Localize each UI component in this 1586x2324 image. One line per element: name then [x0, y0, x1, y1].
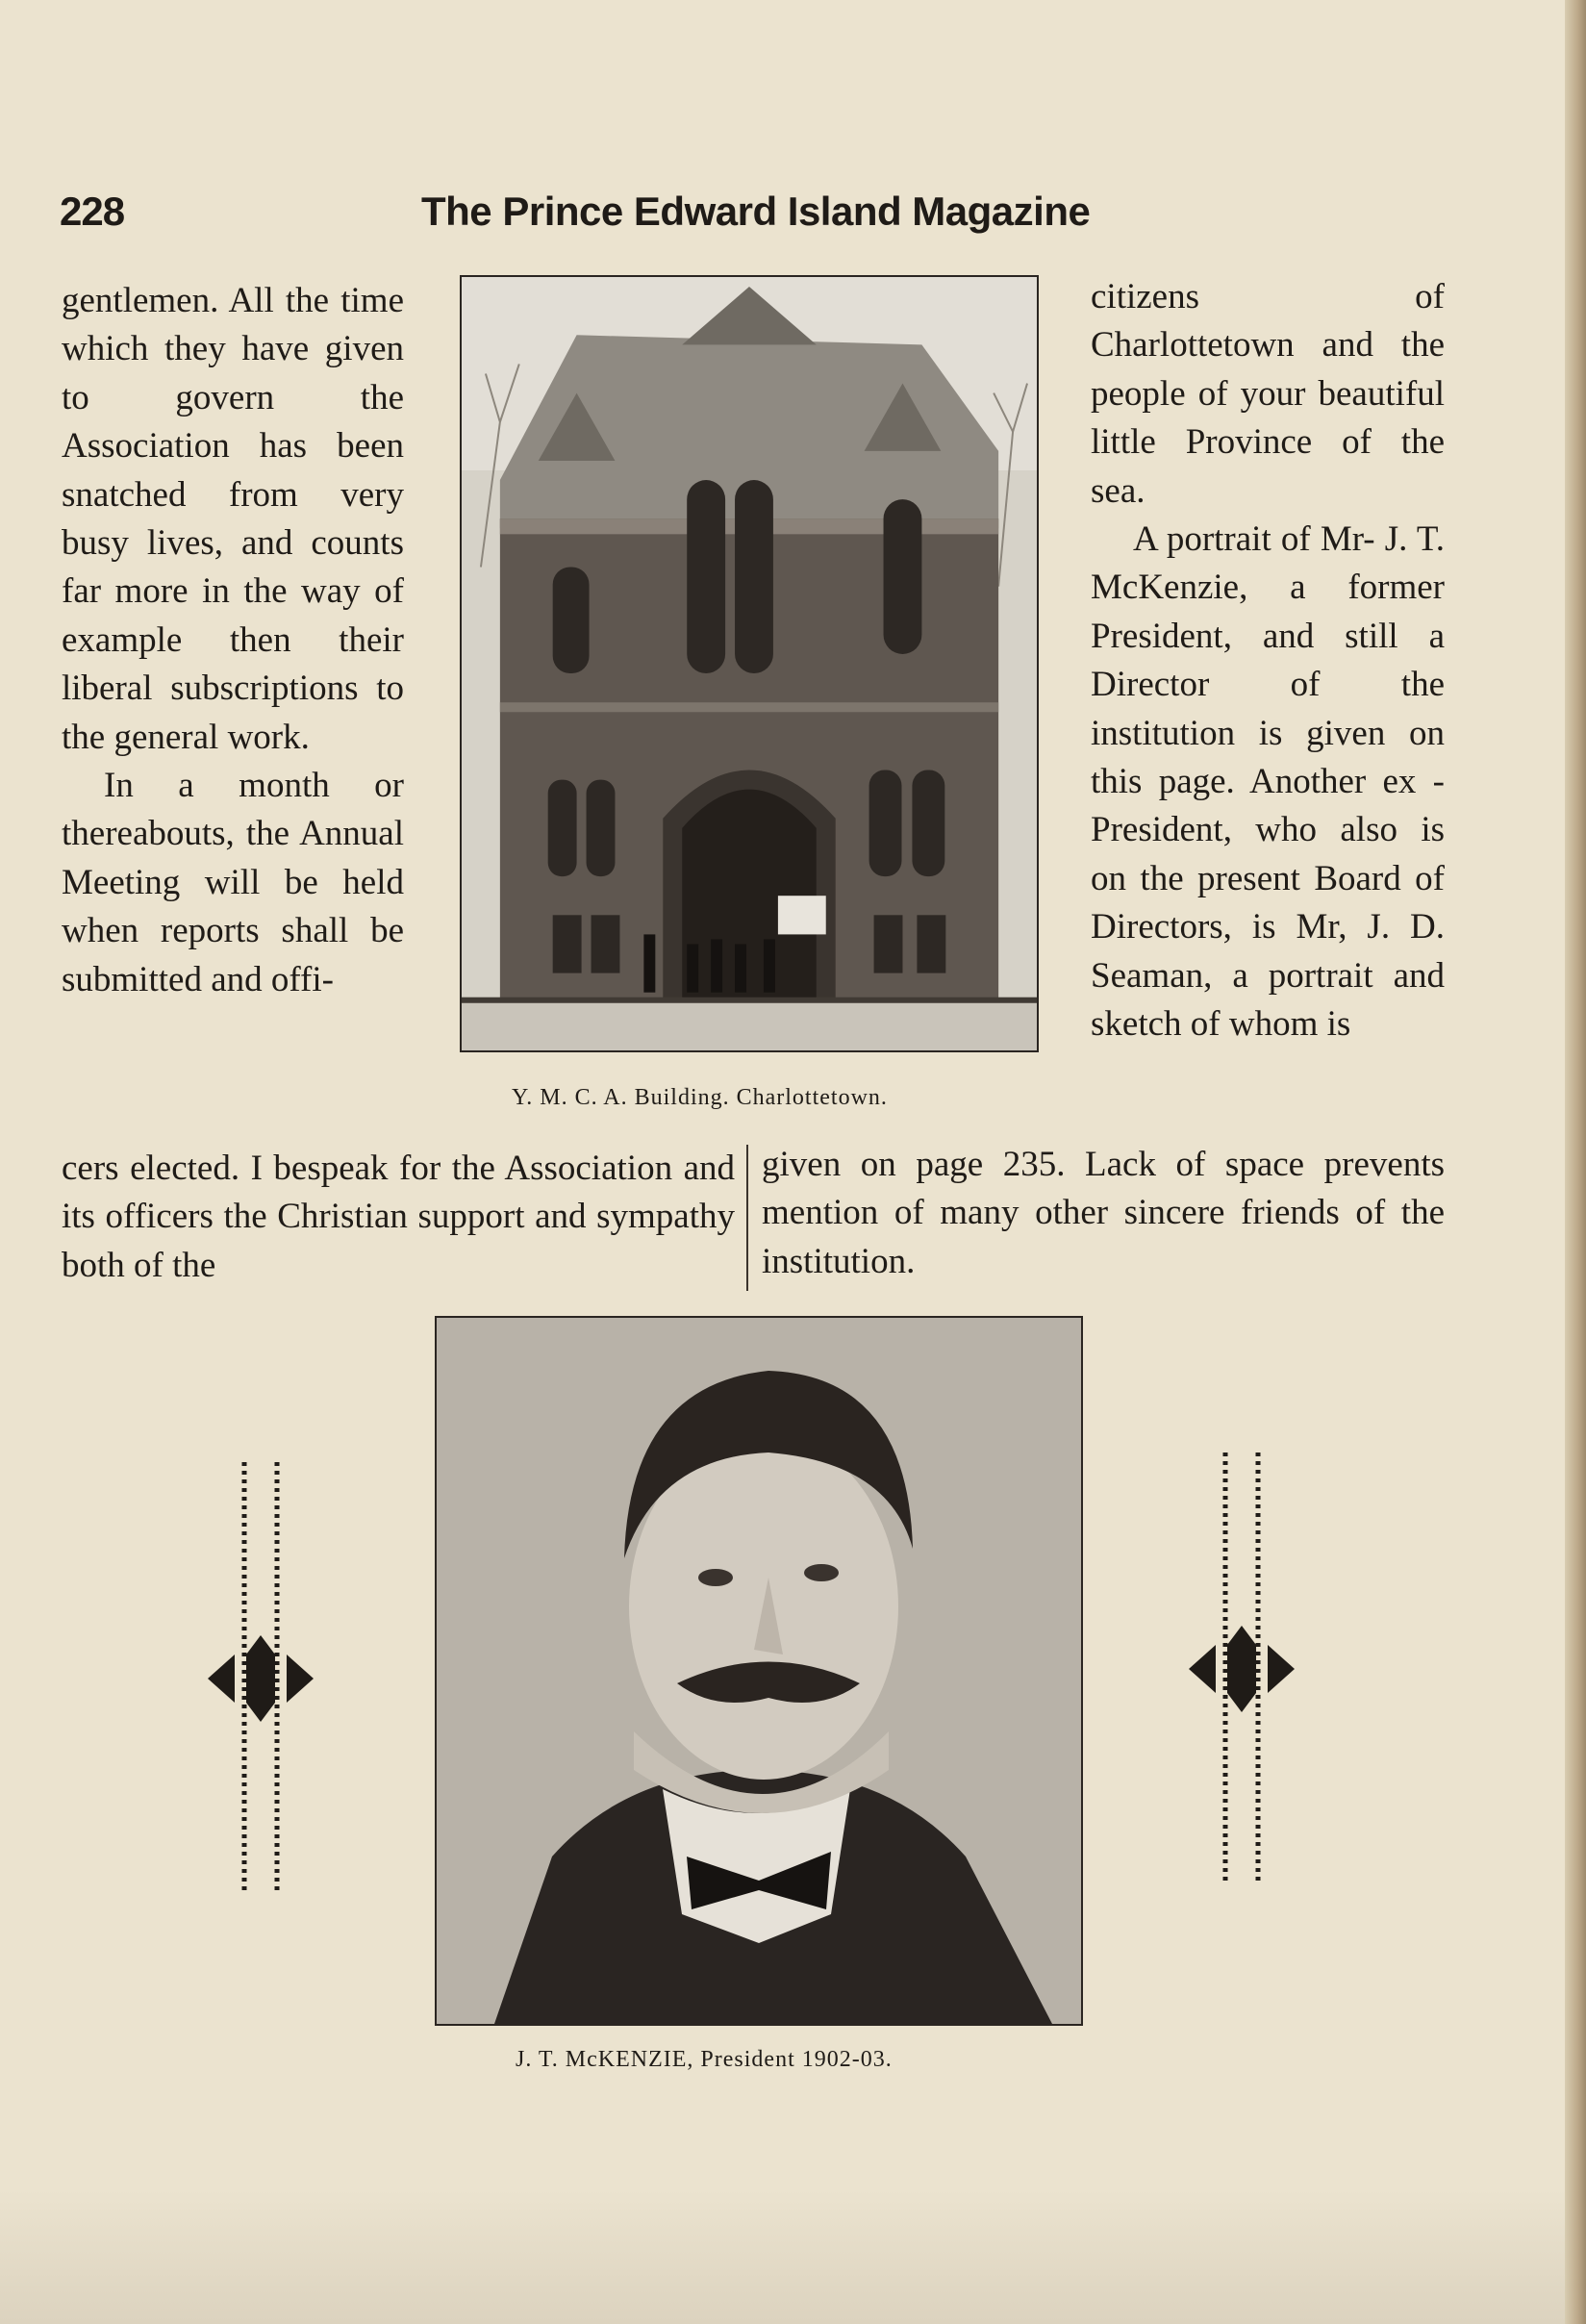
building-caption: Y. M. C. A. Building. Charlottetown. — [512, 1085, 888, 1110]
portrait-caption: J. T. McKENZIE, President 1902-03. — [516, 2047, 893, 2072]
bottom-left-text: cers elected. I bespeak for the Association and its officers the Christian support and sympathy both of the — [62, 1149, 735, 1285]
page-number: 228 — [60, 189, 125, 234]
page-bottom-shade — [0, 2189, 1568, 2324]
left-paragraph-1: gentlemen. All the time which they have given to govern the Association has been snatched from very busy lives, and counts far more in the way of example then their liberal subscriptions to the general work. — [62, 281, 404, 757]
ornament-left-icon — [208, 1462, 314, 1895]
left-paragraph-2: In a month or thereabouts, the Annual Meeting will be held when reports shall be submitted and offi- — [62, 766, 404, 999]
ornament-right-icon — [1189, 1452, 1295, 1885]
book-spine-edge — [1565, 0, 1586, 2324]
bottom-right-text: given on page 235. Lack of space prevents mention of many other sincere friends of the institution. — [762, 1145, 1445, 1281]
column-divider — [746, 1145, 748, 1291]
right-column — [1091, 273, 1445, 1049]
mckenzie-portrait-photo — [435, 1316, 1083, 2026]
building-illustration — [462, 277, 1037, 1050]
right-paragraph-1: citizens of Charlottetown and the people of your beautiful little Province of the sea. — [1091, 277, 1445, 511]
portrait-illustration — [437, 1318, 1081, 2024]
right-paragraph-2: A portrait of Mr- J. T. McKenzie, a former President, and still a Director of the institution is given on this page. Another ex - President, who also is on the present Board of Directors, is Mr, J. D. Seaman, a portrait and sketch of whom is — [1091, 519, 1445, 1045]
running-title: The Prince Edward Island Magazine — [421, 189, 1091, 234]
left-column — [62, 277, 404, 1004]
ymca-building-photo — [460, 275, 1039, 1052]
